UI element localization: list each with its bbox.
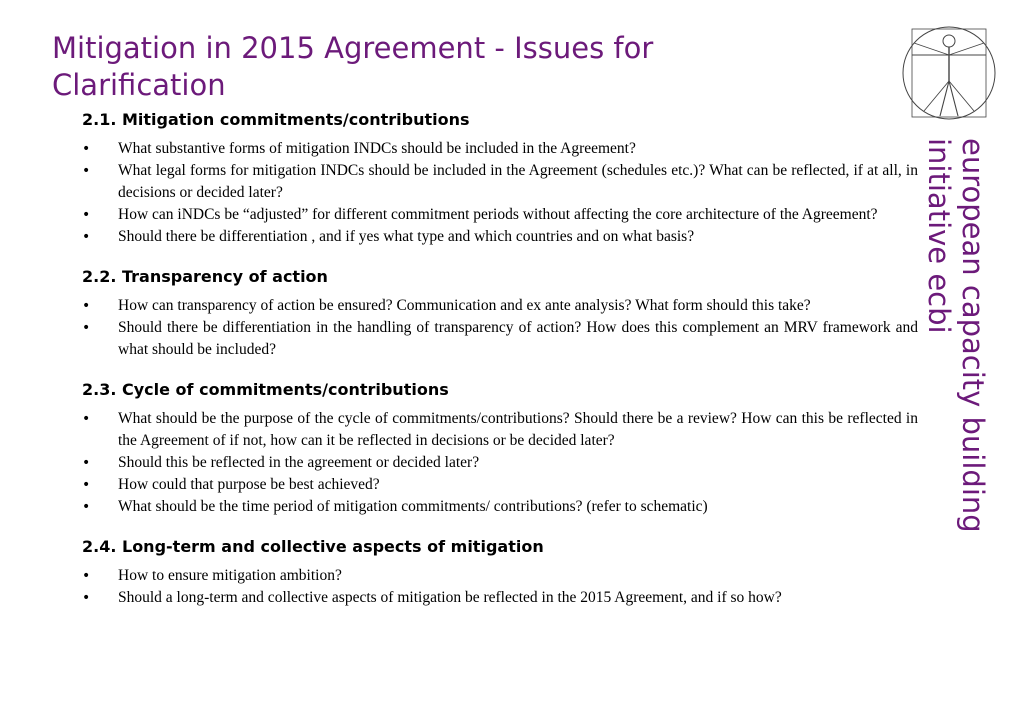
bullet-icon: •	[82, 455, 91, 471]
bullet-icon: •	[82, 411, 91, 427]
section-cycle-of-commitments	[82, 380, 918, 518]
bullet-icon: •	[82, 568, 91, 584]
bullet-icon: •	[82, 499, 91, 515]
bullet-icon: •	[82, 229, 91, 245]
section-heading: 2.1. Mitigation commitments/contributions	[82, 110, 470, 129]
section-heading: 2.2. Transparency of action	[82, 267, 328, 286]
bullet-text: What should be the purpose of the cycle of commitments/contributions? Should there be a review? How can this be reflected in the Agreement of if not, how can it be reflected in decisions or be decided later?	[118, 410, 918, 449]
org-name-line-1: european capacity building	[956, 138, 990, 533]
organization-name-vertical	[918, 138, 990, 578]
bullet-list	[82, 408, 918, 518]
bullet-text: How to ensure mitigation ambition?	[118, 567, 342, 584]
bullet-icon: •	[82, 163, 91, 179]
content-area	[82, 110, 918, 628]
bullet-text: How could that purpose be best achieved?	[118, 476, 380, 493]
list-item	[82, 474, 918, 496]
list-item	[82, 138, 918, 160]
list-item	[82, 408, 918, 452]
bullet-list	[82, 295, 918, 361]
section-heading: 2.4. Long-term and collective aspects of mitigation	[82, 537, 544, 556]
vitruvian-man-icon	[898, 19, 1000, 121]
section-transparency-of-action	[82, 267, 918, 361]
bullet-list	[82, 138, 918, 248]
bullet-icon: •	[82, 590, 91, 606]
bullet-text: Should a long-term and collective aspects of mitigation be reflected in the 2015 Agreement, and if so how?	[118, 589, 782, 606]
list-item	[82, 295, 918, 317]
bullet-icon: •	[82, 320, 91, 336]
section-mitigation-commitments	[82, 110, 918, 248]
list-item	[82, 587, 918, 609]
list-item	[82, 452, 918, 474]
bullet-text: What substantive forms of mitigation INDCs should be included in the Agreement?	[118, 140, 636, 157]
bullet-text: How can transparency of action be ensured? Communication and ex ante analysis? What form should this take?	[118, 297, 811, 314]
list-item	[82, 204, 918, 226]
bullet-text: Should this be reflected in the agreement or decided later?	[118, 454, 480, 471]
bullet-text: Should there be differentiation , and if yes what type and which countries and on what basis?	[118, 228, 695, 245]
bullet-icon: •	[82, 298, 91, 314]
list-item	[82, 160, 918, 204]
bullet-list	[82, 565, 918, 609]
list-item	[82, 565, 918, 587]
bullet-text: Should there be differentiation in the handling of transparency of action? How does this complement an MRV framework and what should be included?	[118, 319, 918, 358]
bullet-icon: •	[82, 141, 91, 157]
section-long-term-aspects	[82, 537, 918, 609]
list-item	[82, 317, 918, 361]
page-title: Mitigation in 2015 Agreement - Issues for Clarification	[52, 31, 654, 102]
section-heading: 2.3. Cycle of commitments/contributions	[82, 380, 449, 399]
list-item	[82, 496, 918, 518]
bullet-icon: •	[82, 477, 91, 493]
bullet-text: What legal forms for mitigation INDCs should be included in the Agreement (schedules etc.)? What can be reflected, if at all, in decisions or decided later?	[118, 162, 918, 201]
bullet-text: What should be the time period of mitigation commitments/ contributions? (refer to schematic)	[118, 498, 708, 515]
org-name-line-2: initiative ecbi	[922, 138, 956, 334]
bullet-icon: •	[82, 207, 91, 223]
list-item	[82, 226, 918, 248]
bullet-text: How can iNDCs be “adjusted” for different commitment periods without affecting the core architecture of the Agreement?	[118, 206, 878, 223]
